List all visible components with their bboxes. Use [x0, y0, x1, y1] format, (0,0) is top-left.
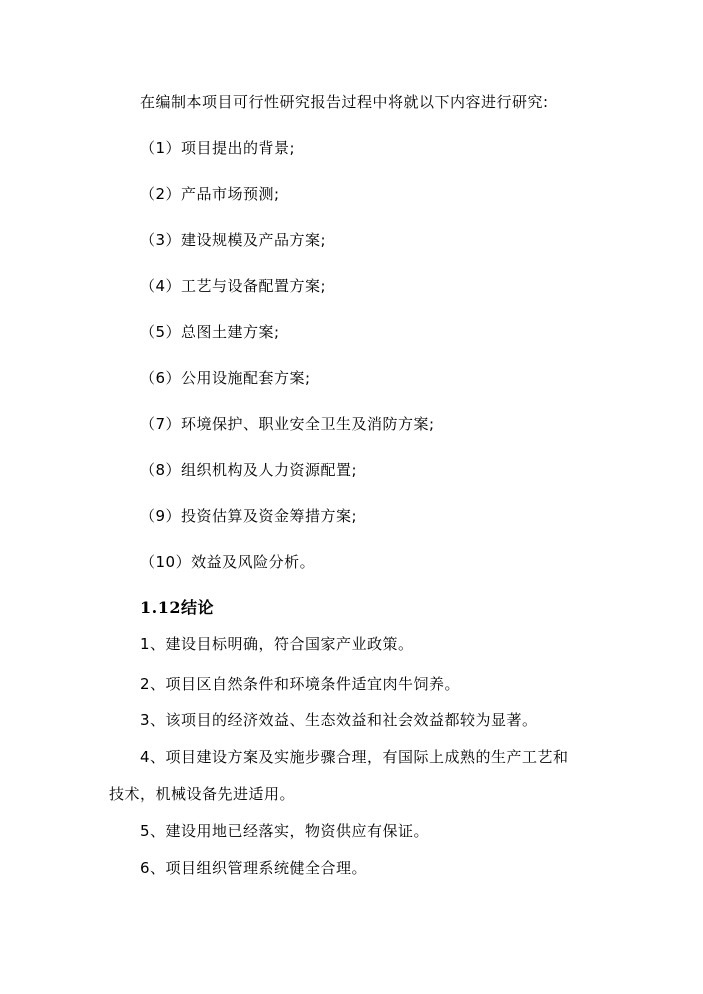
list-item: （6）公用设施配套方案;	[140, 369, 311, 387]
intro-paragraph: 在编制本项目可行性研究报告过程中将就以下内容进行研究:	[140, 93, 549, 111]
conclusion-item-continuation: 技术，机械设备先进适用。	[109, 785, 296, 803]
conclusion-item: 2、项目区自然条件和环境条件适宜肉牛饲养。	[140, 675, 461, 693]
list-item: （2）产品市场预测;	[140, 185, 280, 203]
list-item: （1）项目提出的背景;	[140, 139, 296, 157]
conclusion-item: 1、建设目标明确，符合国家产业政策。	[140, 635, 414, 653]
list-item: （9）投资估算及资金筹措方案;	[140, 507, 358, 525]
conclusion-item: 4、项目建设方案及实施步骤合理，有国际上成熟的生产工艺和	[140, 748, 569, 766]
conclusion-item: 3、该项目的经济效益、生态效益和社会效益都较为显著。	[140, 711, 538, 729]
list-item: （8）组织机构及人力资源配置;	[140, 461, 358, 479]
section-heading: 1.12结论	[140, 598, 214, 617]
list-item: （7）环境保护、职业安全卫生及消防方案;	[140, 415, 435, 433]
list-item: （10）效益及风险分析。	[140, 553, 316, 571]
conclusion-item: 5、建设用地已经落实，物资供应有保证。	[140, 822, 430, 840]
list-item: （5）总图土建方案;	[140, 323, 280, 341]
list-item: （3）建设规模及产品方案;	[140, 231, 327, 249]
list-item: （4）工艺与设备配置方案;	[140, 277, 327, 295]
conclusion-item: 6、项目组织管理系统健全合理。	[140, 859, 368, 877]
